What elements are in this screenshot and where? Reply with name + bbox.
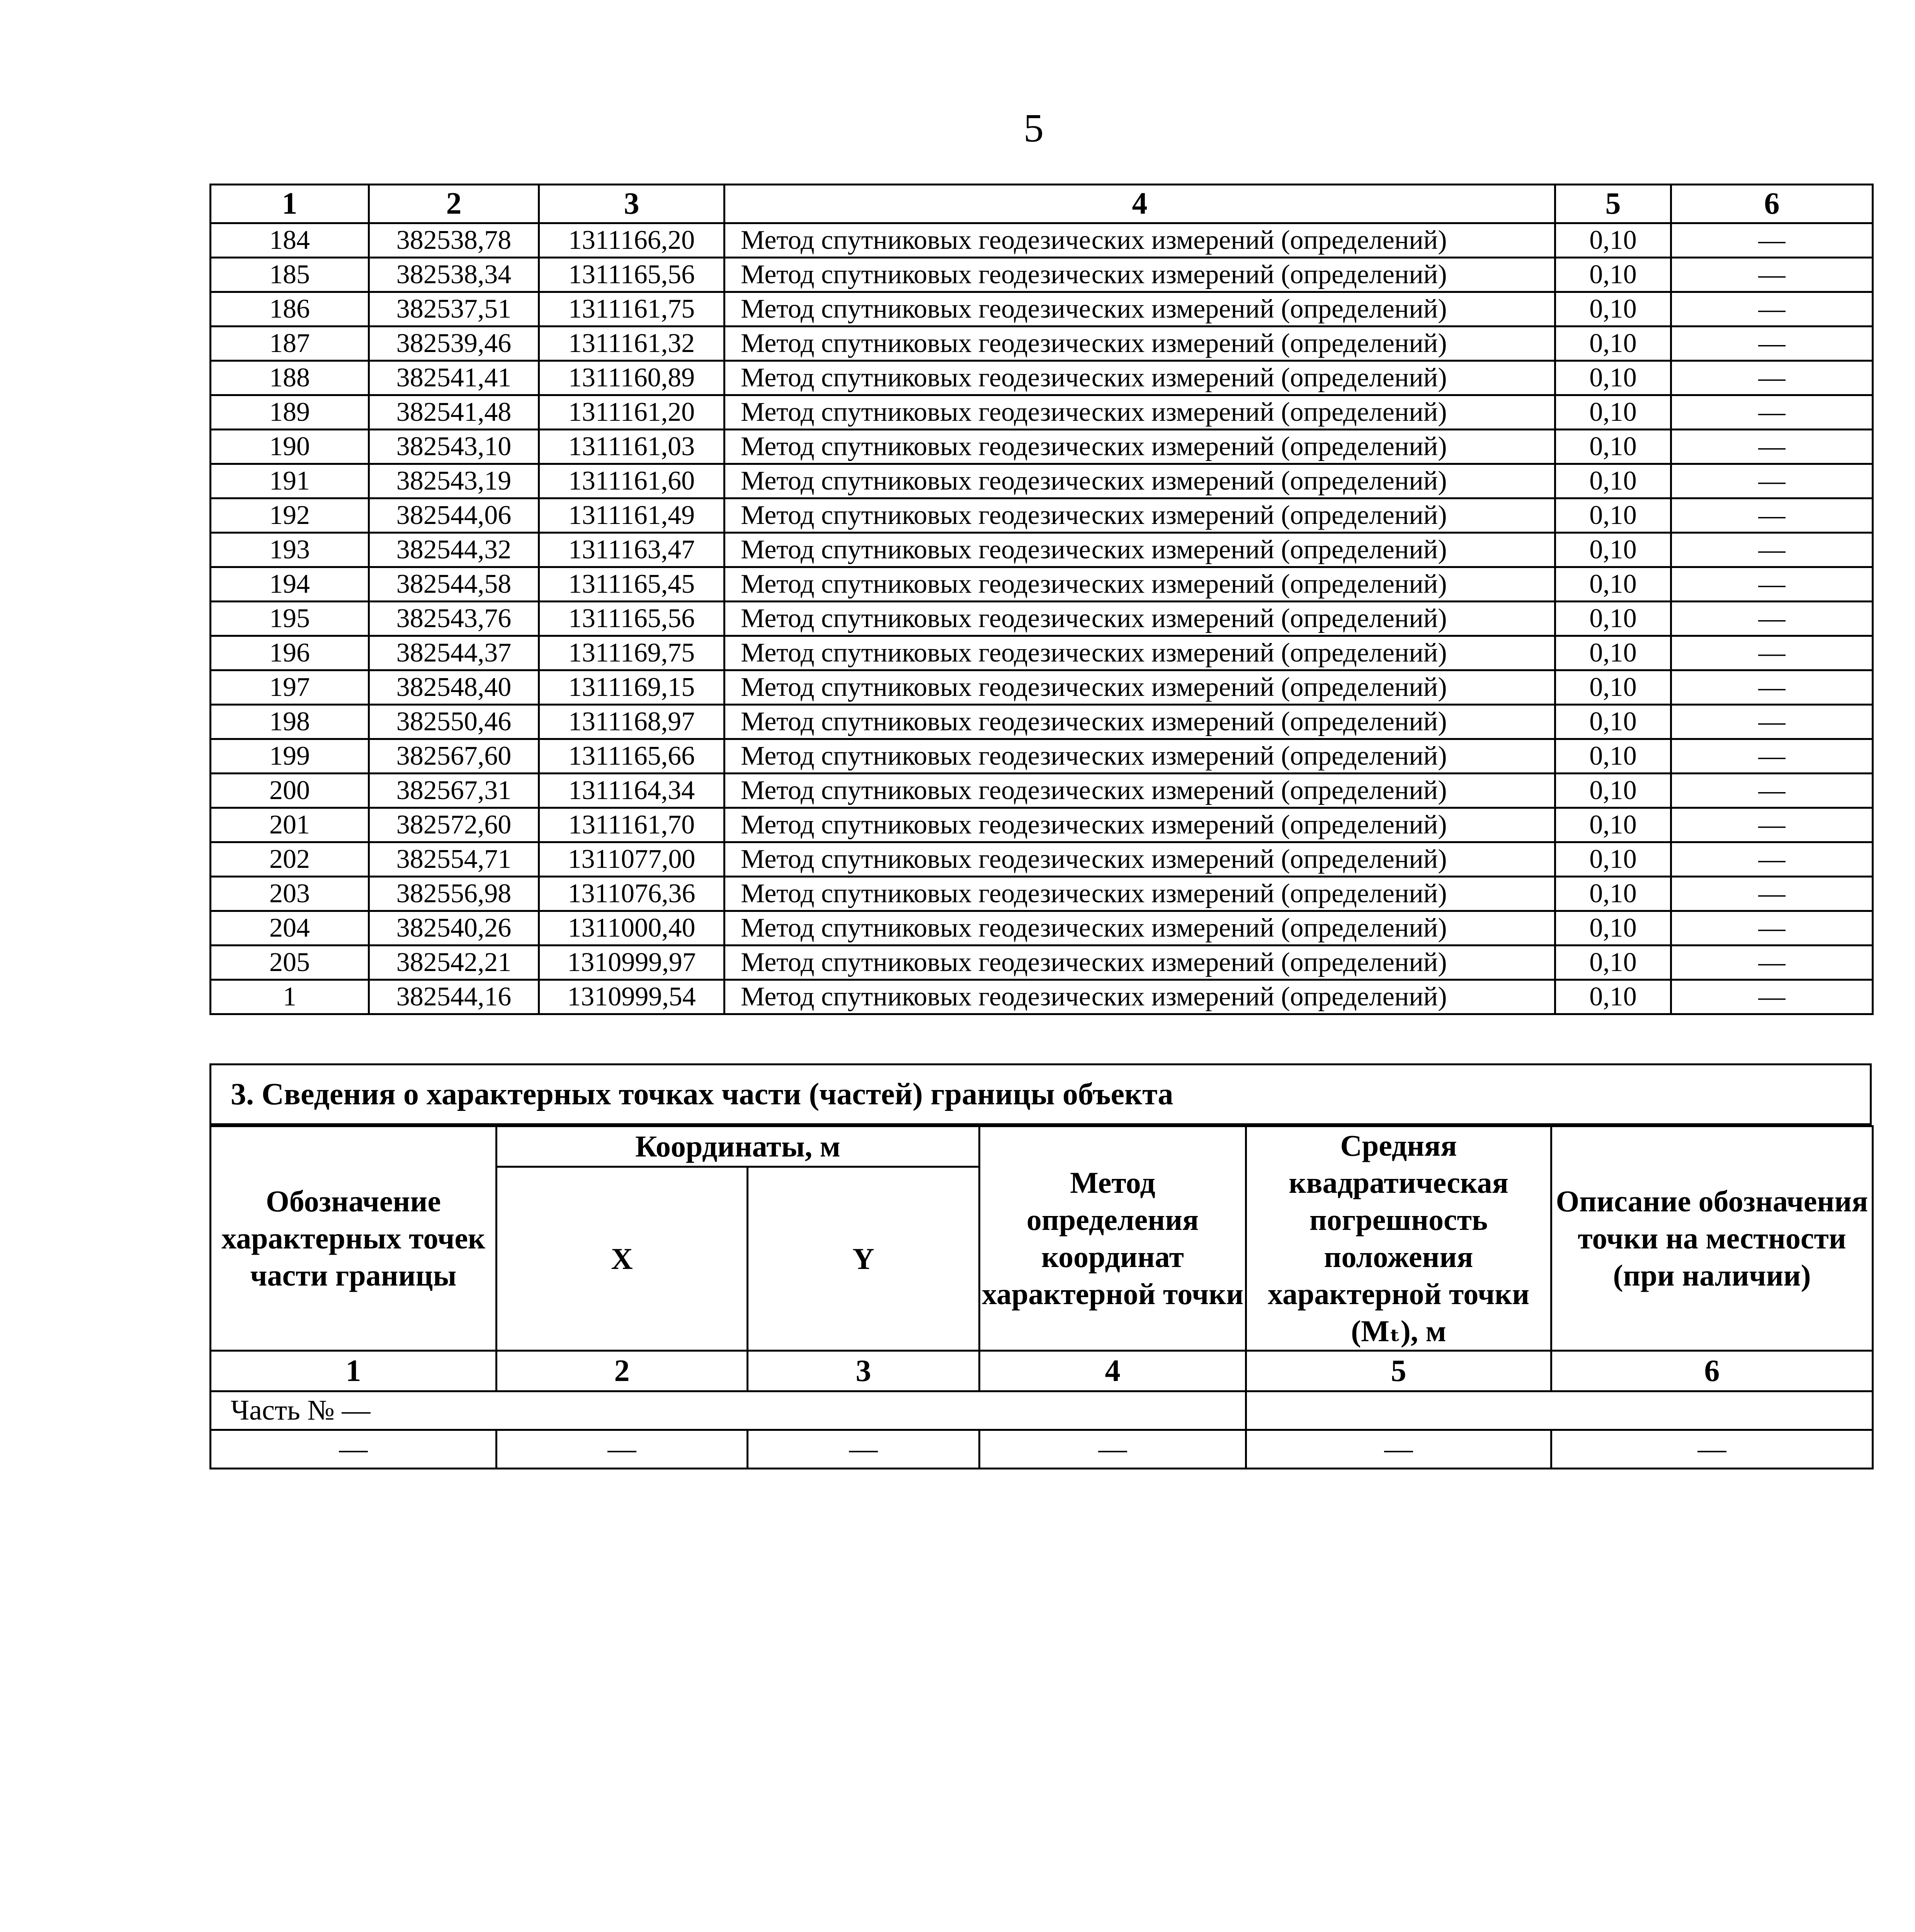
point-number: 185 xyxy=(211,258,369,292)
page-number: 5 xyxy=(1024,106,1044,150)
point-number: 204 xyxy=(211,911,369,946)
x-coordinate: 382550,46 xyxy=(369,705,539,739)
y-coordinate: 1311165,66 xyxy=(539,739,725,774)
description-cell: — xyxy=(1671,430,1873,464)
method-cell: Метод спутниковых геодезических измерений (определений) xyxy=(725,223,1555,258)
part-empty-cell xyxy=(1246,1391,1873,1430)
x-coordinate: 382554,71 xyxy=(369,842,539,877)
y-coordinate: 1311163,47 xyxy=(539,533,725,567)
table-body xyxy=(211,223,1873,1014)
y-coordinate: 1311166,20 xyxy=(539,223,725,258)
y-coordinate: 1311077,00 xyxy=(539,842,725,877)
column-number: 5 xyxy=(1246,1351,1551,1391)
x-coordinate: 382542,21 xyxy=(369,946,539,980)
error-cell: 0,10 xyxy=(1555,774,1671,808)
table-row xyxy=(211,842,1873,877)
header-coordinates: Координаты, м xyxy=(497,1126,980,1167)
method-cell: Метод спутниковых геодезических измерений (определений) xyxy=(725,808,1555,842)
x-coordinate: 382544,06 xyxy=(369,498,539,533)
table-row xyxy=(211,980,1873,1014)
header-cell: 3 xyxy=(539,185,725,223)
error-cell: 0,10 xyxy=(1555,877,1671,911)
point-number: 190 xyxy=(211,430,369,464)
header-cell: 4 xyxy=(725,185,1555,223)
method-cell: Метод спутниковых геодезических измерений (определений) xyxy=(725,842,1555,877)
y-coordinate: 1311161,70 xyxy=(539,808,725,842)
point-number: 198 xyxy=(211,705,369,739)
table-row xyxy=(211,430,1873,464)
table-row xyxy=(211,636,1873,670)
method-cell: Метод спутниковых геодезических измерений (определений) xyxy=(725,464,1555,498)
method-cell: Метод спутниковых геодезических измерений (определений) xyxy=(725,670,1555,705)
dash-cell: — xyxy=(1246,1430,1551,1469)
table-header-row xyxy=(211,185,1873,223)
point-number: 186 xyxy=(211,292,369,327)
error-cell: 0,10 xyxy=(1555,533,1671,567)
description-cell: — xyxy=(1671,292,1873,327)
x-coordinate: 382544,58 xyxy=(369,567,539,602)
description-cell: — xyxy=(1671,774,1873,808)
y-coordinate: 1310999,54 xyxy=(539,980,725,1014)
table-row xyxy=(211,361,1873,395)
x-coordinate: 382539,46 xyxy=(369,327,539,361)
method-cell: Метод спутниковых геодезических измерений (определений) xyxy=(725,911,1555,946)
x-coordinate: 382543,10 xyxy=(369,430,539,464)
table-row xyxy=(211,739,1873,774)
table-row xyxy=(211,567,1873,602)
point-number: 196 xyxy=(211,636,369,670)
method-cell: Метод спутниковых геодезических измерений (определений) xyxy=(725,946,1555,980)
method-cell: Метод спутниковых геодезических измерений (определений) xyxy=(725,739,1555,774)
error-cell: 0,10 xyxy=(1555,808,1671,842)
point-number: 1 xyxy=(211,980,369,1014)
header-cell: 1 xyxy=(211,185,369,223)
y-coordinate: 1311161,60 xyxy=(539,464,725,498)
x-coordinate: 382556,98 xyxy=(369,877,539,911)
dash-cell: — xyxy=(211,1430,497,1469)
method-cell: Метод спутниковых геодезических измерений (определений) xyxy=(725,258,1555,292)
table-row xyxy=(211,533,1873,567)
y-coordinate: 1311168,97 xyxy=(539,705,725,739)
y-coordinate: 1311169,75 xyxy=(539,636,725,670)
x-coordinate: 382541,41 xyxy=(369,361,539,395)
point-number: 194 xyxy=(211,567,369,602)
description-cell: — xyxy=(1671,361,1873,395)
table-row xyxy=(211,258,1873,292)
description-cell: — xyxy=(1671,842,1873,877)
method-cell: Метод спутниковых геодезических измерений (определений) xyxy=(725,533,1555,567)
error-cell: 0,10 xyxy=(1555,395,1671,430)
description-cell: — xyxy=(1671,327,1873,361)
header-x: X xyxy=(497,1167,748,1351)
table-row xyxy=(211,602,1873,636)
column-number: 4 xyxy=(980,1351,1246,1391)
column-number: 1 xyxy=(211,1351,497,1391)
description-cell: — xyxy=(1671,395,1873,430)
point-number: 205 xyxy=(211,946,369,980)
y-coordinate: 1311165,45 xyxy=(539,567,725,602)
y-coordinate: 1311000,40 xyxy=(539,911,725,946)
error-cell: 0,10 xyxy=(1555,292,1671,327)
description-cell: — xyxy=(1671,946,1873,980)
table-row xyxy=(211,946,1873,980)
x-coordinate: 382543,76 xyxy=(369,602,539,636)
point-number: 197 xyxy=(211,670,369,705)
point-number: 187 xyxy=(211,327,369,361)
x-coordinate: 382544,37 xyxy=(369,636,539,670)
header-description: Описание обозначения точки на местности (при наличии) xyxy=(1551,1126,1873,1351)
error-cell: 0,10 xyxy=(1555,223,1671,258)
table-row xyxy=(211,223,1873,258)
error-cell: 0,10 xyxy=(1555,327,1671,361)
method-cell: Метод спутниковых геодезических измерений (определений) xyxy=(725,327,1555,361)
x-coordinate: 382543,19 xyxy=(369,464,539,498)
table-row xyxy=(211,292,1873,327)
column-number: 3 xyxy=(748,1351,980,1391)
x-coordinate: 382540,26 xyxy=(369,911,539,946)
dash-cell: — xyxy=(748,1430,980,1469)
description-cell: — xyxy=(1671,602,1873,636)
method-cell: Метод спутниковых геодезических измерений (определений) xyxy=(725,705,1555,739)
description-cell: — xyxy=(1671,464,1873,498)
header-designation: Обозначение характерных точек части границы xyxy=(211,1126,497,1351)
column-number: 2 xyxy=(497,1351,748,1391)
method-cell: Метод спутниковых геодезических измерений (определений) xyxy=(725,430,1555,464)
header-cell: 2 xyxy=(369,185,539,223)
dash-row xyxy=(211,1430,1873,1469)
method-cell: Метод спутниковых геодезических измерений (определений) xyxy=(725,602,1555,636)
description-cell: — xyxy=(1671,498,1873,533)
part-row xyxy=(211,1391,1873,1430)
description-cell: — xyxy=(1671,533,1873,567)
column-number-row xyxy=(211,1351,1873,1391)
error-cell: 0,10 xyxy=(1555,602,1671,636)
y-coordinate: 1311076,36 xyxy=(539,877,725,911)
description-cell: — xyxy=(1671,808,1873,842)
point-number: 188 xyxy=(211,361,369,395)
table-row xyxy=(211,911,1873,946)
table-row xyxy=(211,327,1873,361)
description-cell: — xyxy=(1671,980,1873,1014)
header-cell: 5 xyxy=(1555,185,1671,223)
table-row xyxy=(211,877,1873,911)
header-y: Y xyxy=(748,1167,980,1351)
header-error: Средняя квадратическая погрешность положения характерной точки (Mₜ), м xyxy=(1246,1126,1551,1351)
error-cell: 0,10 xyxy=(1555,498,1671,533)
x-coordinate: 382538,78 xyxy=(369,223,539,258)
point-number: 193 xyxy=(211,533,369,567)
y-coordinate: 1310999,97 xyxy=(539,946,725,980)
method-cell: Метод спутниковых геодезических измерений (определений) xyxy=(725,567,1555,602)
point-number: 184 xyxy=(211,223,369,258)
table-row xyxy=(211,464,1873,498)
description-cell: — xyxy=(1671,636,1873,670)
method-cell: Метод спутниковых геодезических измерений (определений) xyxy=(725,774,1555,808)
y-coordinate: 1311169,15 xyxy=(539,670,725,705)
x-coordinate: 382567,60 xyxy=(369,739,539,774)
method-cell: Метод спутниковых геодезических измерений (определений) xyxy=(725,498,1555,533)
point-number: 200 xyxy=(211,774,369,808)
point-number: 191 xyxy=(211,464,369,498)
error-cell: 0,10 xyxy=(1555,258,1671,292)
error-cell: 0,10 xyxy=(1555,842,1671,877)
table-row xyxy=(211,395,1873,430)
y-coordinate: 1311161,49 xyxy=(539,498,725,533)
y-coordinate: 1311161,20 xyxy=(539,395,725,430)
description-cell: — xyxy=(1671,739,1873,774)
error-cell: 0,10 xyxy=(1555,705,1671,739)
y-coordinate: 1311161,32 xyxy=(539,327,725,361)
error-cell: 0,10 xyxy=(1555,361,1671,395)
y-coordinate: 1311165,56 xyxy=(539,258,725,292)
description-cell: — xyxy=(1671,705,1873,739)
method-cell: Метод спутниковых геодезических измерений (определений) xyxy=(725,292,1555,327)
x-coordinate: 382548,40 xyxy=(369,670,539,705)
x-coordinate: 382544,32 xyxy=(369,533,539,567)
point-number: 199 xyxy=(211,739,369,774)
method-cell: Метод спутниковых геодезических измерений (определений) xyxy=(725,361,1555,395)
description-cell: — xyxy=(1671,567,1873,602)
x-coordinate: 382538,34 xyxy=(369,258,539,292)
point-number: 201 xyxy=(211,808,369,842)
part-boundary-points-table xyxy=(209,1125,1874,1469)
column-number: 6 xyxy=(1551,1351,1873,1391)
header-cell: 6 xyxy=(1671,185,1873,223)
method-cell: Метод спутниковых геодезических измерений (определений) xyxy=(725,980,1555,1014)
point-number: 189 xyxy=(211,395,369,430)
x-coordinate: 382537,51 xyxy=(369,292,539,327)
x-coordinate: 382541,48 xyxy=(369,395,539,430)
x-coordinate: 382572,60 xyxy=(369,808,539,842)
description-cell: — xyxy=(1671,911,1873,946)
dash-cell: — xyxy=(980,1430,1246,1469)
description-cell: — xyxy=(1671,877,1873,911)
method-cell: Метод спутниковых геодезических измерений (определений) xyxy=(725,877,1555,911)
error-cell: 0,10 xyxy=(1555,567,1671,602)
error-cell: 0,10 xyxy=(1555,946,1671,980)
table-row xyxy=(211,705,1873,739)
y-coordinate: 1311165,56 xyxy=(539,602,725,636)
description-cell: — xyxy=(1671,670,1873,705)
point-number: 192 xyxy=(211,498,369,533)
y-coordinate: 1311161,75 xyxy=(539,292,725,327)
y-coordinate: 1311161,03 xyxy=(539,430,725,464)
table-row xyxy=(211,808,1873,842)
error-cell: 0,10 xyxy=(1555,911,1671,946)
x-coordinate: 382544,16 xyxy=(369,980,539,1014)
description-cell: — xyxy=(1671,223,1873,258)
point-number: 202 xyxy=(211,842,369,877)
x-coordinate: 382567,31 xyxy=(369,774,539,808)
table-row xyxy=(211,498,1873,533)
description-cell: — xyxy=(1671,258,1873,292)
table-row xyxy=(211,670,1873,705)
error-cell: 0,10 xyxy=(1555,980,1671,1014)
boundary-points-table xyxy=(209,184,1874,1015)
point-number: 195 xyxy=(211,602,369,636)
section-title: 3. Сведения о характерных точках части (частей) границы объекта xyxy=(209,1063,1872,1125)
dash-cell: — xyxy=(497,1430,748,1469)
error-cell: 0,10 xyxy=(1555,430,1671,464)
error-cell: 0,10 xyxy=(1555,670,1671,705)
error-cell: 0,10 xyxy=(1555,739,1671,774)
error-cell: 0,10 xyxy=(1555,636,1671,670)
part-label: Часть № — xyxy=(211,1391,1246,1430)
y-coordinate: 1311164,34 xyxy=(539,774,725,808)
method-cell: Метод спутниковых геодезических измерений (определений) xyxy=(725,636,1555,670)
header-method: Метод определения координат характерной точки xyxy=(980,1126,1246,1351)
dash-cell: — xyxy=(1551,1430,1873,1469)
table-row xyxy=(211,774,1873,808)
point-number: 203 xyxy=(211,877,369,911)
y-coordinate: 1311160,89 xyxy=(539,361,725,395)
method-cell: Метод спутниковых геодезических измерений (определений) xyxy=(725,395,1555,430)
error-cell: 0,10 xyxy=(1555,464,1671,498)
